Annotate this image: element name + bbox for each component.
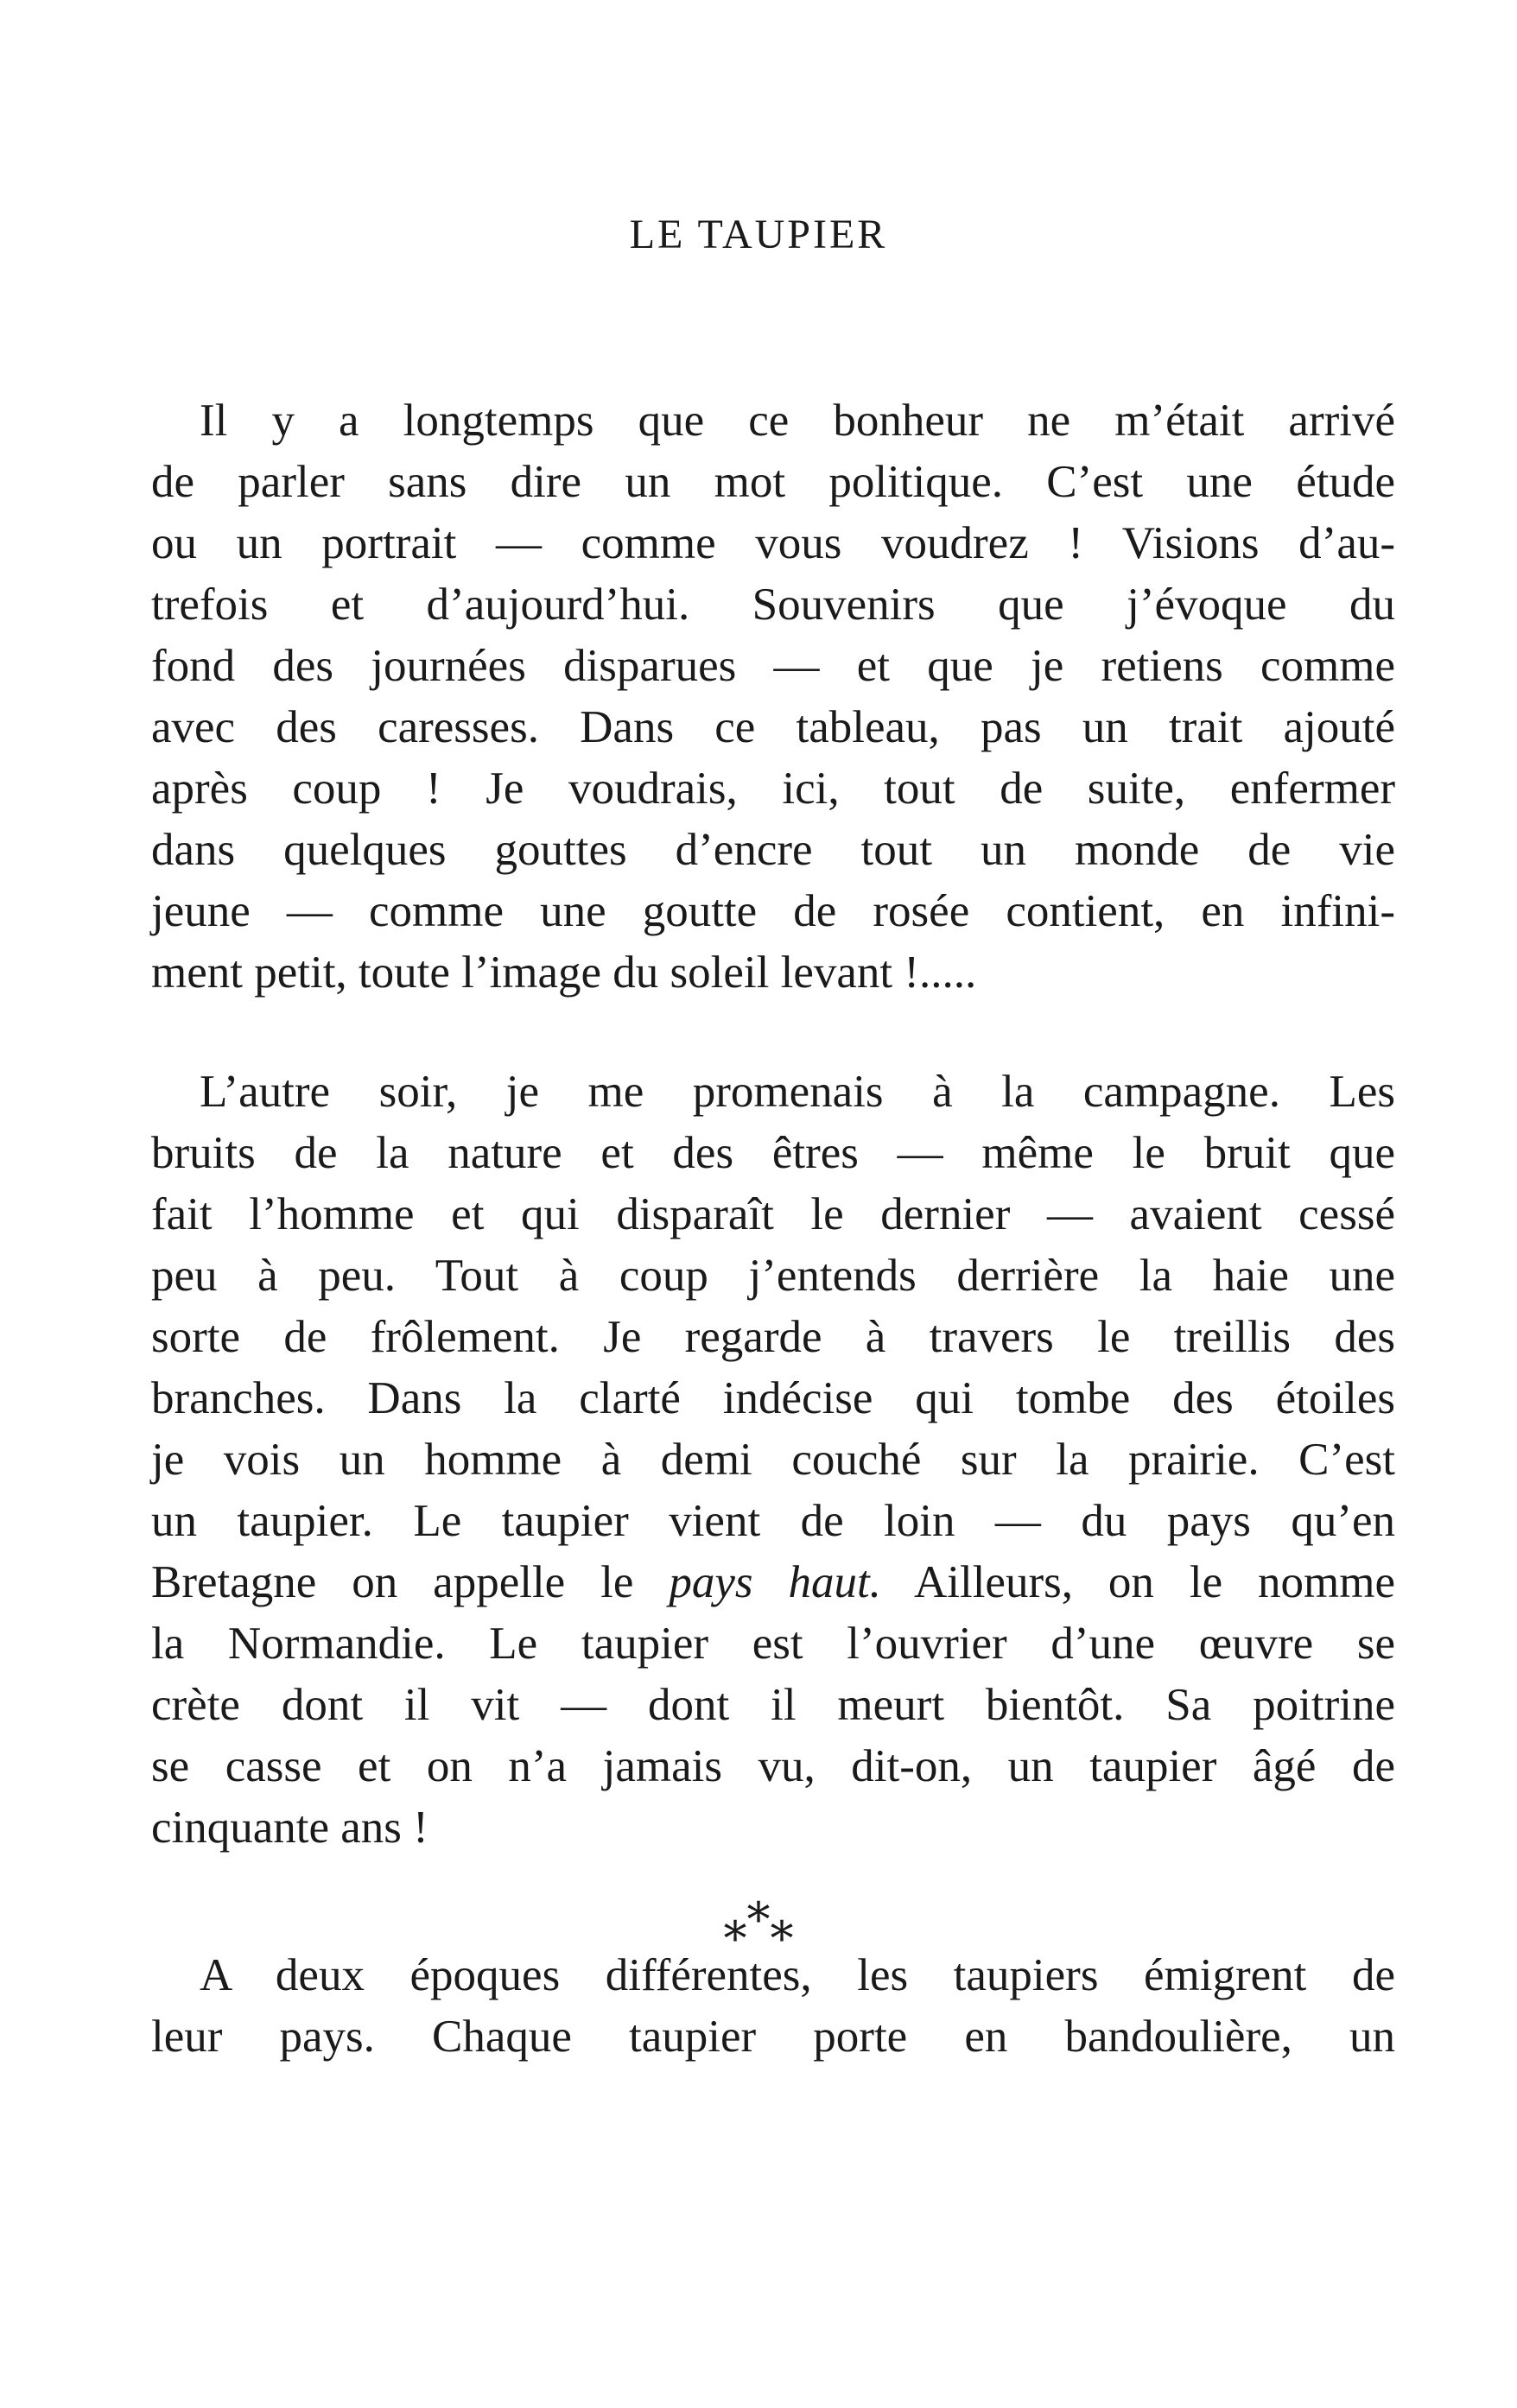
text-line: ment petit, toute l’image du soleil levant !..... <box>151 947 977 998</box>
text-line: cinquante ans ! <box>151 1803 428 1853</box>
asterisk: * <box>770 1911 794 1966</box>
text-line: peu à peu. Tout à coup j’entends derrière la haie une <box>151 1251 1395 1301</box>
text-line: de parler sans dire un mot politique. C’est une étude <box>151 457 1395 507</box>
text-segment: Ailleurs, on le nomme <box>913 1557 1396 1607</box>
text-line: un taupier. Le taupier vient de loin — du pays qu’en <box>151 1496 1395 1546</box>
text-line: trefois et d’aujourd’hui. Souvenirs que j’évoque du <box>151 580 1395 630</box>
paragraph-2 <box>151 1061 1395 1859</box>
text-line: ou un portrait — comme vous voudrez ! Visions d’au- <box>151 518 1395 568</box>
text-line: branches. Dans la clarté indécise qui tombe des étoiles <box>151 1373 1395 1423</box>
text-line: fond des journées disparues — et que je retiens comme <box>151 641 1395 691</box>
asterisk: * <box>723 1911 747 1966</box>
text-line: leur pays. Chaque taupier porte en bandoulière, un <box>151 2012 1395 2062</box>
text-line-with-italic <box>151 1552 1395 1613</box>
text-segment: Bretagne on appelle le <box>151 1557 634 1607</box>
text-line: bruits de la nature et des êtres — même le bruit que <box>151 1128 1395 1178</box>
text-line: Il y a longtemps que ce bonheur ne m’était arrivé <box>200 396 1395 446</box>
text-line: se casse et on n’a jamais vu, dit-on, un taupier âgé de <box>151 1741 1395 1791</box>
chapter-title: LE TAUPIER <box>629 212 888 257</box>
text-line: la Normandie. Le taupier est l’ouvrier d’une œuvre se <box>151 1619 1395 1669</box>
text-line: dans quelques gouttes d’encre tout un monde de vie <box>151 825 1395 875</box>
text-line: je vois un homme à demi couché sur la prairie. C’est <box>151 1435 1395 1485</box>
italic-term: pays haut. <box>669 1557 881 1607</box>
text-line: L’autre soir, je me promenais à la campagne. Les <box>200 1067 1395 1117</box>
text-line: jeune — comme une goutte de rosée contient, en infini- <box>151 886 1395 936</box>
text-line: avec des caresses. Dans ce tableau, pas un trait ajouté <box>151 702 1395 752</box>
text-line: sorte de frôlement. Je regarde à travers le treillis des <box>151 1312 1395 1362</box>
paragraph-1 <box>151 390 1395 1004</box>
text-line: fait l’homme et qui disparaît le dernier — avaient cessé <box>151 1189 1395 1239</box>
asterisk: * <box>746 1892 771 1947</box>
paragraph-3 <box>151 1945 1395 2068</box>
text-line: crète dont il vit — dont il meurt bientôt. Sa poitrine <box>151 1680 1395 1730</box>
text-line: après coup ! Je voudrais, ici, tout de suite, enfermer <box>151 764 1395 814</box>
text-line: A deux époques différentes, les taupiers émigrent de <box>200 1950 1395 2000</box>
